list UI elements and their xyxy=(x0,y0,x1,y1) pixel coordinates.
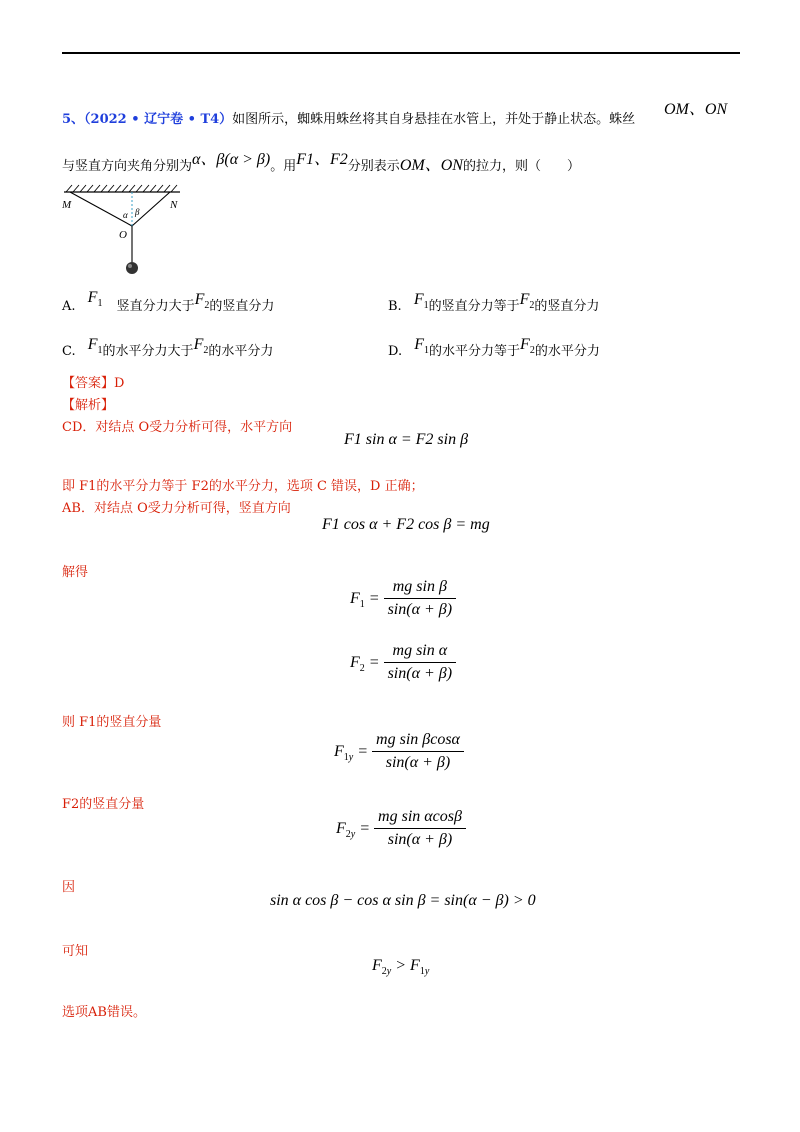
option-a xyxy=(62,289,275,315)
option-d xyxy=(388,336,600,360)
analysis-label: 【解析】 xyxy=(62,398,115,413)
question-angles: α、β(α > β) xyxy=(192,151,271,168)
option-d-end: 的水平分力 xyxy=(534,344,600,359)
label-beta: β xyxy=(135,207,140,217)
question-line-2 xyxy=(62,152,580,175)
equation-vertical: F1 cos α + F2 cos β = mg xyxy=(322,516,490,533)
f2-vertical-label: F2的竖直分量 xyxy=(62,797,145,812)
pipe-hatching xyxy=(66,185,177,192)
spider-figure xyxy=(62,182,182,280)
equation-trig: sin α cos β − cos α sin β = sin(α − β) > 0 xyxy=(270,892,536,909)
option-c-mid: 的水平分力大于 xyxy=(102,344,194,359)
question-strings-2: OM、ON xyxy=(399,157,463,174)
spider-ball xyxy=(126,262,138,274)
equation-f2: $F_2$ = $\frac{\text{mg sin α}}{\sin(\alpha + \beta)}$ xyxy=(350,642,456,683)
equation-f1y: $F_{1y}$ = $\frac{\text{mg sin βcosα}}{\sin(\alpha + \beta)}$ xyxy=(334,731,464,772)
option-d-f1: $F_1$ xyxy=(414,336,430,356)
option-d-letter: D. xyxy=(388,344,403,359)
final-conclusion: 选项AB错误。 xyxy=(62,1005,146,1020)
option-d-mid: 的水平分力等于 xyxy=(429,344,521,359)
question-stem-part3: 。用 xyxy=(270,159,297,174)
option-c-end: 的水平分力 xyxy=(208,344,274,359)
question-forces: F1、F2 xyxy=(296,151,348,168)
equation-final: $F_{2y} > F_{1y}$ xyxy=(372,957,430,977)
option-b xyxy=(388,291,600,315)
question-strings: OM、ON xyxy=(664,101,728,118)
label-m: M xyxy=(62,199,72,211)
option-b-end: 的竖直分力 xyxy=(534,299,600,314)
label-alpha: α xyxy=(123,210,128,220)
question-line-1 xyxy=(62,108,635,127)
option-c-f2: $F_2$ xyxy=(193,336,209,356)
cd-line: CD．对结点 O受力分析可得，水平方向 xyxy=(62,420,293,435)
option-b-letter: B. xyxy=(388,299,402,314)
option-a-mid: 竖直分力大于 xyxy=(116,299,195,314)
option-c-f1: $F_1$ xyxy=(87,336,103,356)
question-stem-part5: 的拉力，则（ ） xyxy=(462,159,580,174)
string-om xyxy=(70,192,132,226)
option-c-letter: C. xyxy=(62,344,76,359)
question-stem-part4: 分别表示 xyxy=(347,159,400,174)
label-n: N xyxy=(170,199,178,211)
option-a-end: 的竖直分力 xyxy=(209,299,275,314)
option-a-f2: $F_2$ xyxy=(194,291,210,311)
answer-label: 【答案】D xyxy=(62,376,125,391)
option-a-letter: A. xyxy=(62,299,76,314)
label-o: O xyxy=(119,229,127,241)
cd-conclusion: 即 F1的水平分力等于 F2的水平分力，选项 C 错误，D 正确； xyxy=(62,479,424,494)
option-c xyxy=(62,336,274,360)
question-stem-part1: 如图所示，蜘蛛用蛛丝将其自身悬挂在水管上，并处于静止状态。蛛丝 xyxy=(232,112,636,127)
equation-f1: $F_1$ = $\frac{\text{mg sin β}}{\sin(\alpha + \beta)}$ xyxy=(350,578,456,619)
question-source: （2022 • 辽宁卷 • T4） xyxy=(84,112,233,127)
ab-line: AB．对结点 O受力分析可得，竖直方向 xyxy=(62,501,291,516)
know-label: 可知 xyxy=(62,944,89,959)
because-label: 因 xyxy=(62,880,76,895)
option-b-f1: $F_1$ xyxy=(413,291,429,311)
question-number: 5、 xyxy=(62,112,85,127)
f1-vertical-label: 则 F1的竖直分量 xyxy=(62,715,162,730)
equation-horizontal: F1 sin α = F2 sin β xyxy=(344,431,469,448)
option-b-f2: $F_2$ xyxy=(519,291,535,311)
solve-label: 解得 xyxy=(62,565,89,580)
header-rule xyxy=(62,52,740,54)
ball-highlight xyxy=(128,264,132,268)
question-stem-part2: 与竖直方向夹角分别为 xyxy=(62,159,193,174)
option-d-f2: $F_2$ xyxy=(520,336,535,356)
equation-f2y: $F_{2y}$ = $\frac{\text{mg sin αcosβ}}{\sin(\alpha + \beta)}$ xyxy=(336,808,466,849)
option-a-f1: $F_1$ xyxy=(87,289,103,309)
option-b-mid: 的竖直分力等于 xyxy=(428,299,520,314)
